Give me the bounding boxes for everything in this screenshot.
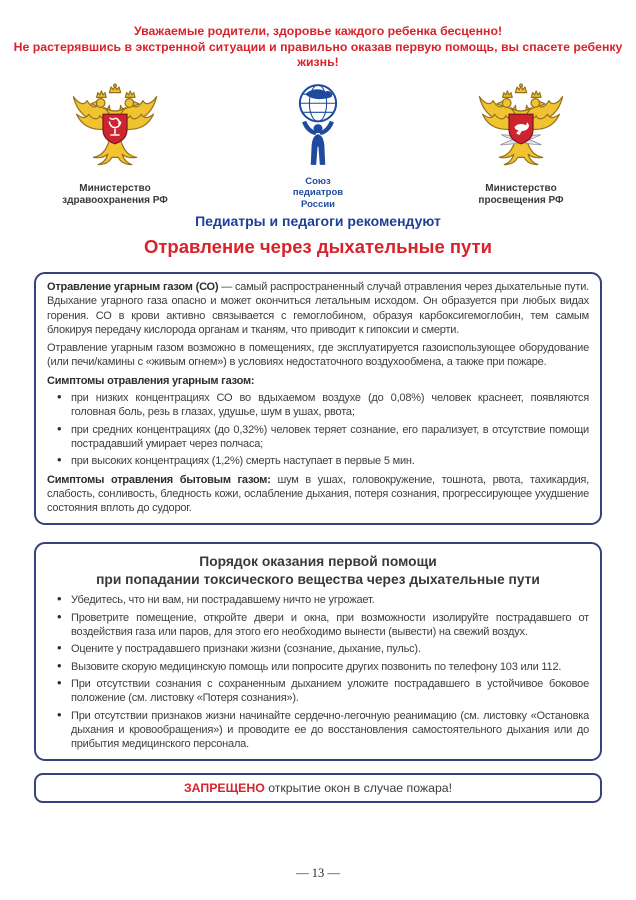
list-item: • При отсутствии признаков жизни начинайте сердечно-легочную реанимацию (см. листовку «Остановка дыхания и кровообращения») и проводите ее до восстановления самостоятельного дыхания или до прибытия медицинского персонала. (47, 709, 589, 752)
recommend-subtitle: Педиатры и педагоги рекомендуют (195, 213, 441, 229)
gas-symptoms-paragraph: Симптомы отравления бытовым газом: шум в ушах, головокружение, тошнота, рвота, тахикардия, слабость, сонливость, бледность кожи, ослабление дыхания, потеря сознания, прогрессирующее ухудшение состояния вплоть до судорог. (47, 473, 589, 515)
pediatric-union-block (243, 79, 393, 211)
first-aid-title: Порядок оказания первой помощи при попадании токсического вещества через дыхательные пути (96, 554, 540, 587)
info-paragraph-1: Отравление угарным газом (СО) — самый распространенный случай отравления через дыхательные пути. Вдыхание угарного газа опасно и может окончиться летальным исходом. Он образуется при любых видах горения. СО в крови активно связывается с гемоглобином, образуя карбоксигемоглобин, тем самым блокируя передачу кислорода органам и тканям, что приводит к гипоксии и смерти. (47, 281, 589, 336)
co-poisoning-lead: Отравление угарным газом (СО) (47, 281, 219, 293)
info-paragraph-2: Отравление угарным газом возможно в помещениях, где эксплуатируется газоиспользующее оборудование (или печи/камины с «живым огнем») в условиях недостаточного воздухообмена, а также при пожаре. (47, 342, 589, 369)
list-item: • при высоких концентрациях (1,2%) смерть наступает в первые 5 мин. (47, 454, 589, 468)
warning-box (34, 773, 602, 803)
pediatric-union-label: Союз педиатров России (292, 175, 344, 210)
co-symptoms-list (47, 391, 589, 468)
list-item: • Убедитесь, что ни вам, ни пострадавшему ничто не угрожает. (47, 593, 589, 607)
co-symptoms-heading: Симптомы отравления угарным газом: (47, 374, 255, 387)
health-ministry-eagle-icon (67, 162, 163, 179)
page-title: Отравление через дыхательные пути (143, 236, 492, 257)
gas-symptoms-lead: Симптомы отравления бытовым газом: (47, 473, 271, 486)
list-item: • при низких концентрациях СО во вдыхаемом воздухе (до 0,08%) человек краснеет, появляются головная боль, резь в глазах, удушье, шум в ушах, рвота; (47, 391, 589, 420)
first-aid-steps-list (47, 593, 589, 751)
education-ministry-label: Министерство просвещения РФ (478, 182, 564, 206)
page-number: — 13 — (296, 866, 340, 880)
education-ministry-eagle-icon (473, 162, 569, 179)
forbidden-text: открытие окон в случае пожара! (264, 781, 453, 796)
education-ministry-block (432, 79, 610, 208)
appeal-line-1: Уважаемые родители, здоровье каждого ребенка бесценно! (133, 24, 503, 38)
list-item: • Вызовите скорую медицинскую помощь или попросите других позвонить по телефону 103 или 112. (47, 660, 589, 674)
list-item: • Оцените у пострадавшего признаки жизни (сознание, дыхание, пульс). (47, 642, 589, 656)
first-aid-box (34, 542, 602, 761)
list-item: • При отсутствии сознания с сохраненным дыханием уложите пострадавшего в устойчивое боковое положение (см. листовку «Потеря сознания»). (47, 677, 589, 706)
appeal-line-2: Не растерявшись в экстренной ситуации и правильно оказав первую помощь, вы спасете ребенку жизнь! (13, 39, 623, 69)
health-ministry-block (26, 79, 204, 208)
list-item: • Проветрите помещение, откройте двери и окна, при возможности изолируйте пострадавшего от воздействия газа или паров, для этого его необходимо вынести (вывести) на свежий воздух. (47, 611, 589, 640)
health-ministry-label: Министерство здравоохранения РФ (62, 182, 168, 206)
list-item: • при средних концентрациях (до 0,32%) человек теряет сознание, его парализует, в отсутствие помощи пострадавший умирает через полчаса; (47, 423, 589, 452)
pediatric-union-globe-icon (289, 156, 347, 173)
logos-row (0, 71, 636, 211)
forbidden-label: ЗАПРЕЩЕНО (183, 781, 265, 796)
info-box (34, 272, 602, 525)
appeal-header (0, 0, 636, 71)
